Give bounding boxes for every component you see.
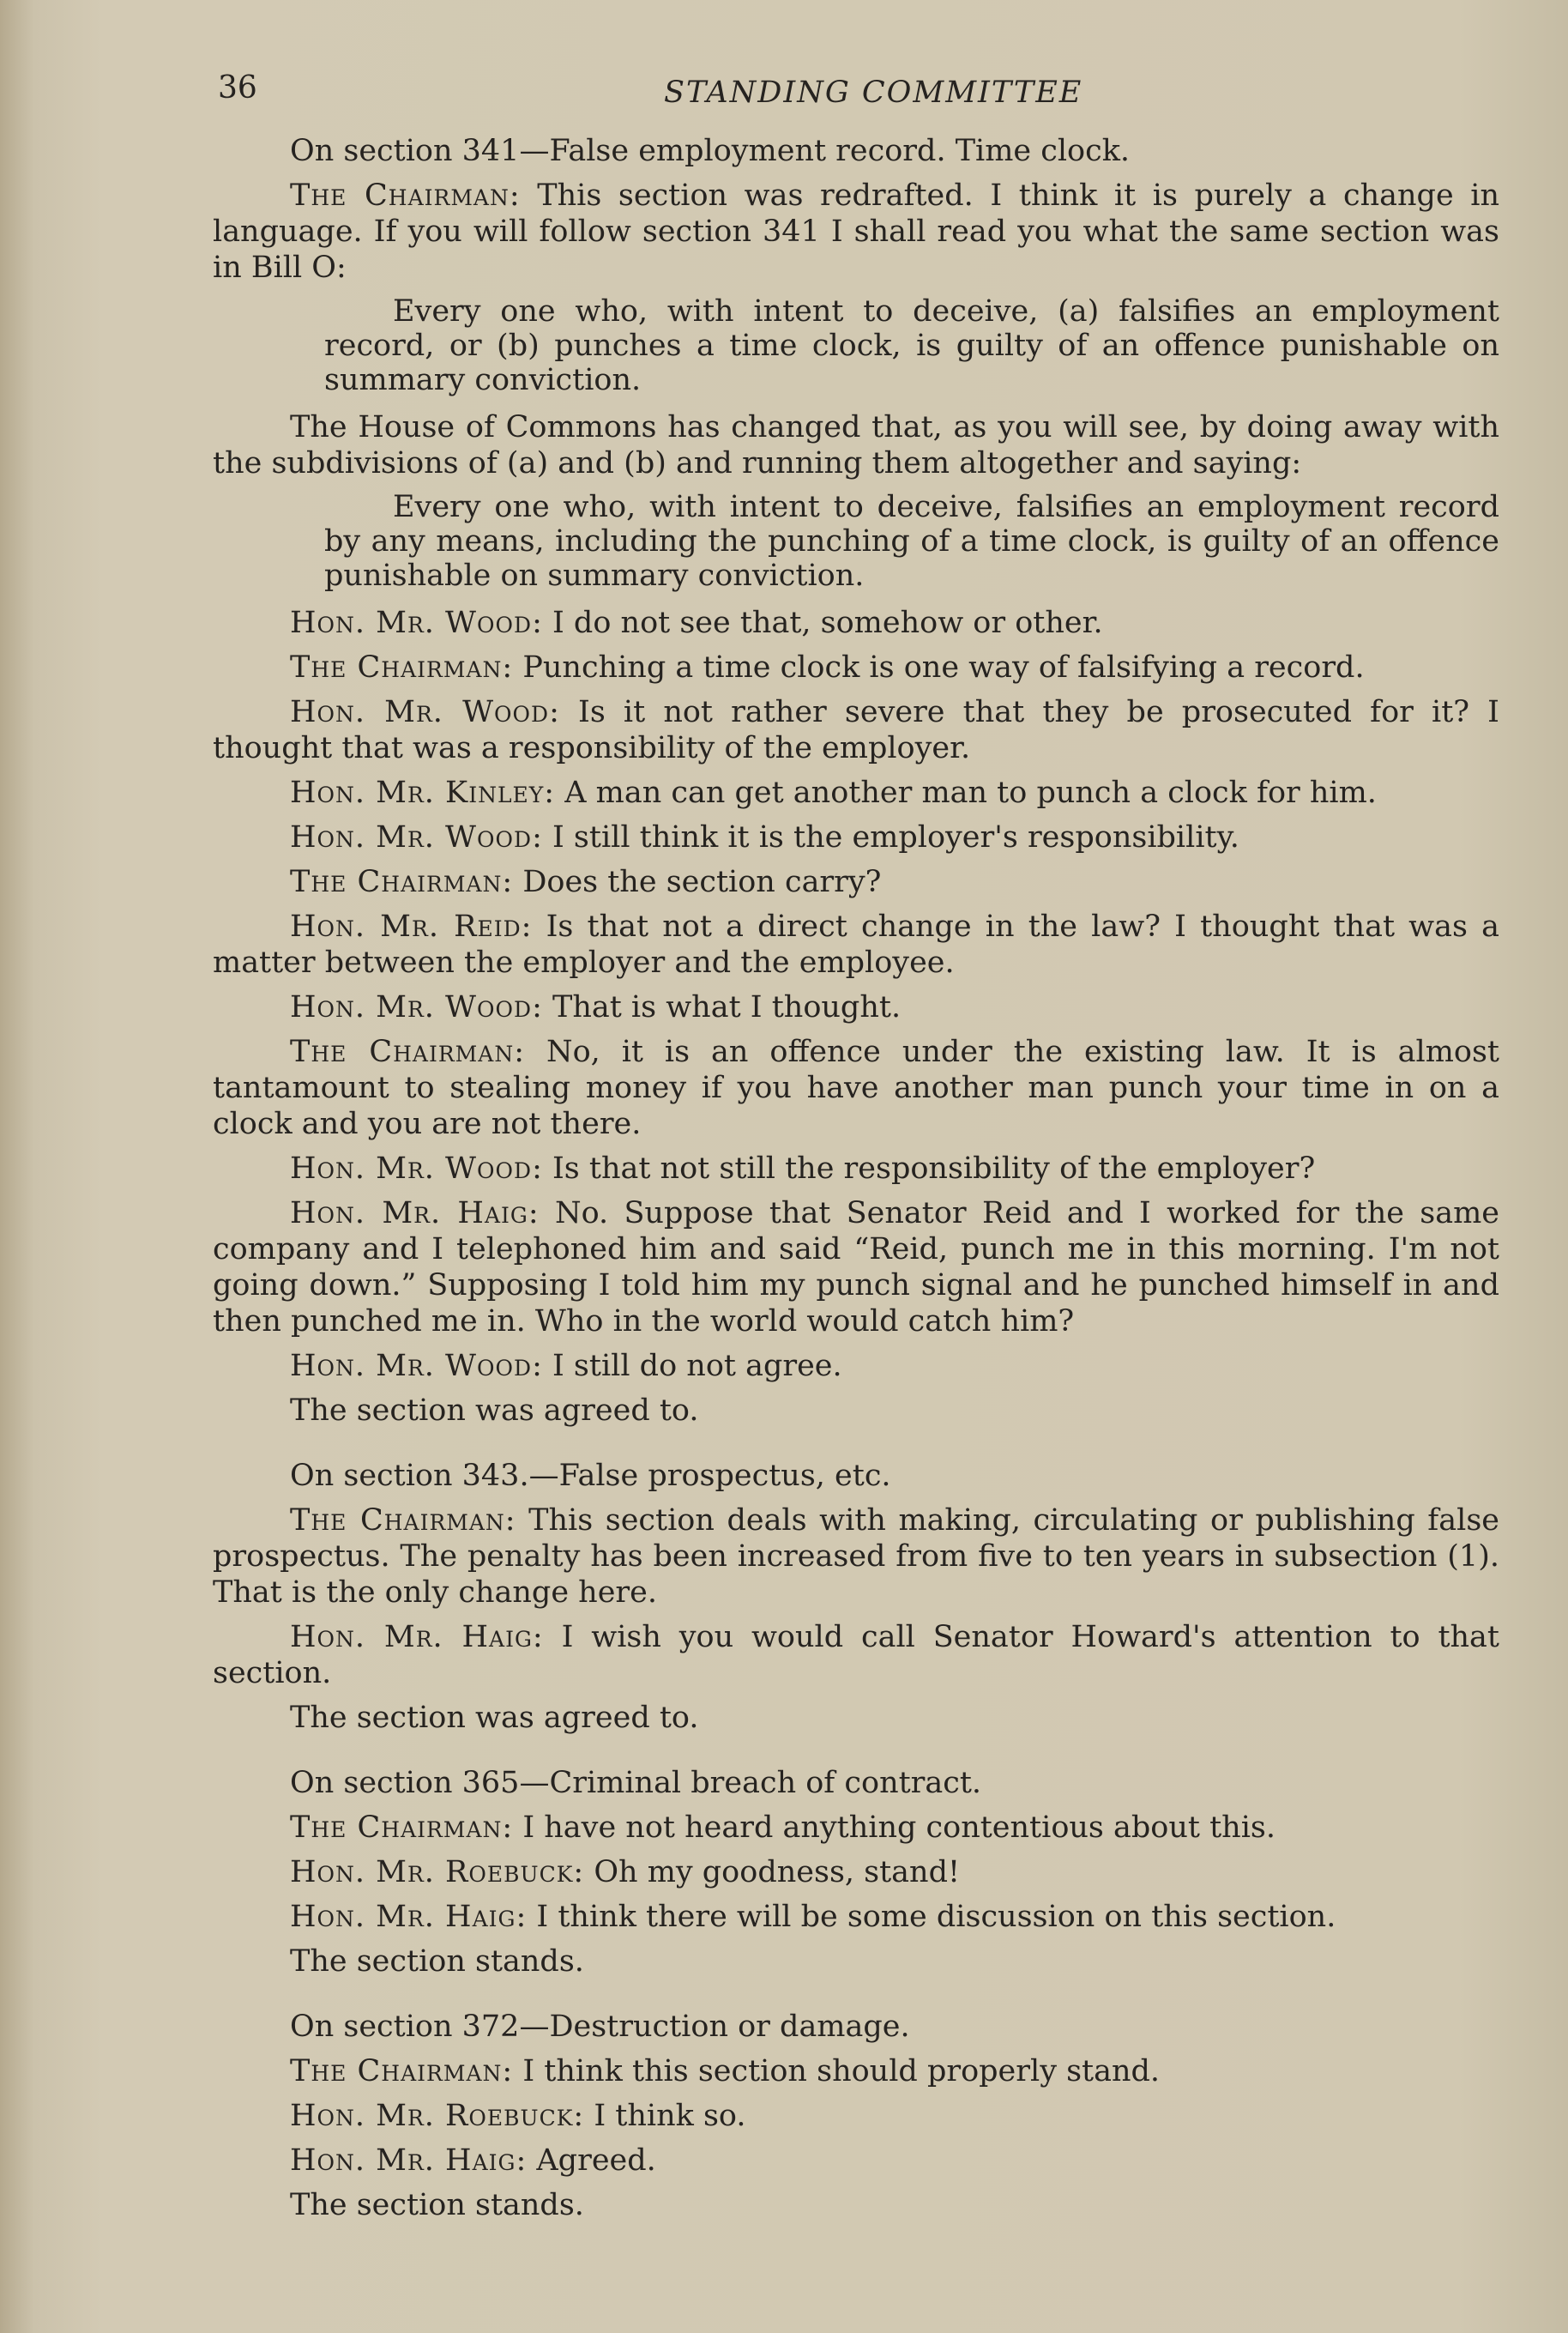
section-outcome: The section was agreed to. [290, 1393, 699, 1428]
speech-paragraph [213, 864, 1499, 900]
speaker-name: The Chairman: [290, 1810, 514, 1845]
speaker-name: Hon. Mr. Haig: [290, 1900, 528, 1934]
speaker-name: The Chairman: [290, 2054, 514, 2088]
speech-paragraph [213, 909, 1499, 981]
speech-paragraph [213, 605, 1499, 641]
speaker-name: Hon. Mr. Haig: [290, 1620, 544, 1654]
speaker-name: Hon. Mr. Wood: [290, 990, 543, 1024]
speech-paragraph [213, 650, 1499, 686]
speaker-name: Hon. Mr. Roebuck: [290, 1855, 585, 1889]
speech-paragraph [213, 1619, 1499, 1691]
document-body [213, 133, 1499, 2232]
speech-text: That is what I thought. [542, 990, 902, 1024]
section-outcome: The section stands. [290, 2188, 584, 2222]
speech-text: I think this section should properly stand. [513, 2054, 1161, 2088]
speaker-name: The Chairman: [290, 1503, 516, 1538]
speaker-name: The Chairman: [290, 650, 514, 685]
speaker-name: Hon. Mr. Haig: [290, 2143, 528, 2178]
speaker-name: The Chairman: [290, 865, 514, 899]
section-heading-372: On section 372—Destruction or damage. [290, 2010, 910, 2044]
section-heading-365: On section 365—Criminal breach of contract. [290, 1766, 982, 1800]
speech-paragraph [213, 1899, 1499, 1935]
running-title: STANDING COMMITTEE [664, 76, 1083, 110]
speech-paragraph [213, 2143, 1499, 2179]
speech-text: Oh my goodness, stand! [584, 1855, 961, 1889]
speech-paragraph [213, 819, 1499, 855]
speech-text: Does the section carry? [513, 865, 882, 899]
speech-text: Agreed. [527, 2143, 656, 2178]
speaker-name: Hon. Mr. Roebuck: [290, 2099, 585, 2133]
speech-text: I still do not agree. [542, 1349, 842, 1383]
speaker-name: The Chairman: [290, 178, 521, 213]
speech-text: I think there will be some discussion on this section. [527, 1900, 1336, 1934]
speech-text: This section deals with making, circulating or publishing false prospectus. The penalty has been increased from five to ten years in subsection (1). That is the only change here. [213, 1503, 1499, 1610]
body-paragraph: The House of Commons has changed that, as you will see, by doing away with the subdivisions of (a) and (b) and running them altogether and saying: [213, 410, 1499, 481]
speech-paragraph [213, 2053, 1499, 2089]
page-number: 36 [218, 70, 257, 106]
speech-paragraph [213, 775, 1499, 811]
speaker-name: The Chairman: [290, 1035, 525, 1069]
speech-paragraph [213, 989, 1499, 1025]
section-heading-343: On section 343.—False prospectus, etc. [290, 1459, 891, 1493]
speech-text: Punching a time clock is one way of falsifying a record. [513, 650, 1365, 685]
page-header [218, 70, 1505, 122]
speaker-name: Hon. Mr. Haig: [290, 1196, 540, 1230]
speaker-name: Hon. Mr. Reid: [290, 910, 533, 944]
speaker-name: Hon. Mr. Wood: [290, 1349, 543, 1383]
speech-text: I do not see that, somehow or other. [542, 606, 1103, 640]
speech-text: No, it is an offence under the existing law. It is almost tantamount to stealing money if you have another man punch your time in on a clock and you are not there. [213, 1035, 1499, 1141]
section-heading-341: On section 341—False employment record. Time clock. [290, 134, 1131, 168]
speech-paragraph [213, 1502, 1499, 1611]
speech-paragraph [213, 2098, 1499, 2134]
speech-paragraph [213, 1151, 1499, 1187]
speech-paragraph [213, 1348, 1499, 1384]
speaker-name: Hon. Mr. Wood: [290, 695, 560, 729]
speech-text: Is that not still the responsibility of the employer? [542, 1151, 1316, 1186]
speech-paragraph [213, 1034, 1499, 1142]
speaker-name: Hon. Mr. Wood: [290, 820, 543, 855]
quoted-text-commons: Every one who, with intent to deceive, falsifies an employment record by any means, including the punching of a time clock, is guilty of an offence punishable on summary conviction. [324, 490, 1499, 593]
speech-paragraph [213, 1195, 1499, 1339]
speech-text: A man can get another man to punch a clock for him. [555, 776, 1377, 810]
speech-text: This section was redrafted. I think it is purely a change in language. If you will follow section 341 I shall read you what the same section was in Bill O: [213, 178, 1499, 285]
section-outcome: The section stands. [290, 1944, 584, 1979]
speech-text: Is it not rather severe that they be prosecuted for it? I thought that was a responsibility of the employer. [213, 695, 1499, 765]
speech-text: Is that not a direct change in the law? I thought that was a matter between the employer and the employee. [213, 910, 1499, 980]
speech-text: I have not heard anything contentious about this. [513, 1810, 1276, 1845]
speaker-name: Hon. Mr. Wood: [290, 1151, 543, 1186]
speaker-name: Hon. Mr. Kinley: [290, 776, 556, 810]
speaker-name: Hon. Mr. Wood: [290, 606, 543, 640]
speech-text: I still think it is the employer's responsibility. [542, 820, 1239, 855]
speech-paragraph [213, 1854, 1499, 1890]
speech-text: I wish you would call Senator Howard's attention to that section. [213, 1620, 1499, 1690]
section-outcome: The section was agreed to. [290, 1701, 699, 1735]
speech-paragraph [213, 178, 1499, 286]
quoted-text-bill-o: Every one who, with intent to deceive, (a) falsifies an employment record, or (b) punches a time clock, is guilty of an offence punishable on summary conviction. [324, 294, 1499, 397]
speech-text: No. Suppose that Senator Reid and I worked for the same company and I telephoned him and said “Reid, punch me in this morning. I'm not going down.” Supposing I told him my punch signal and he punched himself in and then punched me in. Who in the world would catch him? [213, 1196, 1499, 1339]
speech-paragraph [213, 694, 1499, 766]
speech-text: I think so. [584, 2099, 746, 2133]
speech-paragraph [213, 1810, 1499, 1846]
